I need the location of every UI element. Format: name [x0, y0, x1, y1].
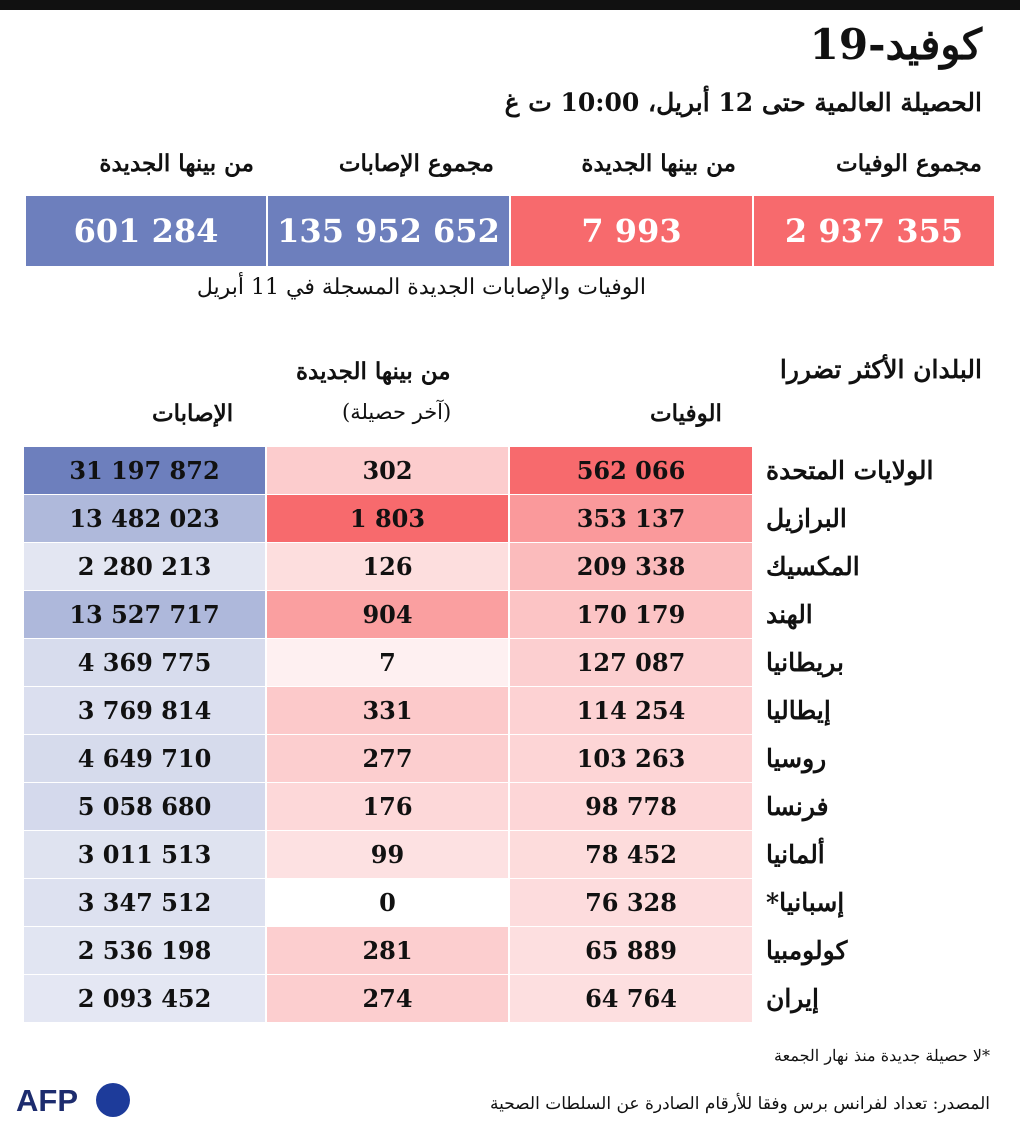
- cell-deaths: 76 328: [510, 879, 752, 926]
- cell-cases: 2 093 452: [24, 975, 265, 1022]
- table-row: [24, 495, 996, 543]
- cell-deaths: 78 452: [510, 831, 752, 878]
- cell-country: بريطانيا: [766, 648, 844, 677]
- cell-country: روسيا: [766, 744, 827, 773]
- cell-country: إيران: [766, 984, 820, 1013]
- countries-table: [24, 447, 996, 1023]
- cell-deaths: 64 764: [510, 975, 752, 1022]
- total-deaths-value: 2 937 355: [754, 196, 994, 266]
- afp-logo-dot: [96, 1083, 130, 1117]
- cell-new: 99: [267, 831, 508, 878]
- cell-new: 281: [267, 927, 508, 974]
- footnote: *لا حصيلة جديدة منذ نهار الجمعة: [774, 1046, 990, 1065]
- table-row: [24, 447, 996, 495]
- cell-cases: 31 197 872: [24, 447, 265, 494]
- source-line: المصدر: تعداد لفرانس برس وفقا للأرقام الصادرة عن السلطات الصحية: [489, 1094, 990, 1114]
- cell-cases: 2 280 213: [24, 543, 265, 590]
- new-deaths-value: 7 993: [511, 196, 752, 266]
- column-header-deaths: الوفيات: [650, 400, 722, 427]
- summary-note: الوفيات والإصابات الجديدة المسجلة في 11 أبريل: [196, 275, 646, 300]
- cell-cases: 4 649 710: [24, 735, 265, 782]
- new-cases-value: 601 284: [26, 196, 266, 266]
- cell-country: إيطاليا: [766, 696, 831, 725]
- cell-cases: 5 058 680: [24, 783, 265, 830]
- table-row: [24, 735, 996, 783]
- countries-table-title: البلدان الأكثر تضررا: [779, 355, 982, 384]
- cell-new: 7: [267, 639, 508, 686]
- table-row: [24, 639, 996, 687]
- cell-cases: 2 536 198: [24, 927, 265, 974]
- cell-country: كولومبيا: [766, 936, 848, 965]
- header-new-deaths: من بينها الجديدة: [581, 150, 736, 177]
- cell-cases: 3 011 513: [24, 831, 265, 878]
- header-total-cases: مجموع الإصابات: [338, 150, 494, 177]
- cell-new: 1 803: [267, 495, 508, 542]
- cell-country: الهند: [766, 600, 813, 629]
- page-subtitle: الحصيلة العالمية حتى 12 أبريل، 10:00 ت غ: [504, 88, 982, 117]
- column-header-new-sub: (آخر حصيلة): [342, 400, 452, 424]
- cell-new: 904: [267, 591, 508, 638]
- cell-deaths: 127 087: [510, 639, 752, 686]
- cell-deaths: 170 179: [510, 591, 752, 638]
- cell-deaths: 98 778: [510, 783, 752, 830]
- afp-logo-text: AFP: [16, 1083, 78, 1118]
- cell-new: 176: [267, 783, 508, 830]
- header-new-cases: من بينها الجديدة: [99, 150, 254, 177]
- cell-deaths: 65 889: [510, 927, 752, 974]
- table-row: [24, 783, 996, 831]
- table-row: [24, 687, 996, 735]
- cell-country: إسبانيا*: [766, 888, 845, 917]
- cell-new: 277: [267, 735, 508, 782]
- cell-country: الولايات المتحدة: [766, 456, 934, 485]
- afp-logo-icon: [16, 1080, 134, 1120]
- cell-deaths: 114 254: [510, 687, 752, 734]
- table-row: [24, 591, 996, 639]
- cell-new: 302: [267, 447, 508, 494]
- table-row: [24, 927, 996, 975]
- column-header-new: من بينها الجديدة: [296, 358, 451, 385]
- cell-cases: 4 369 775: [24, 639, 265, 686]
- cell-cases: 3 769 814: [24, 687, 265, 734]
- table-row: [24, 975, 996, 1023]
- cell-cases: 13 482 023: [24, 495, 265, 542]
- cell-cases: 13 527 717: [24, 591, 265, 638]
- table-row: [24, 831, 996, 879]
- cell-new: 331: [267, 687, 508, 734]
- table-row: [24, 543, 996, 591]
- cell-deaths: 209 338: [510, 543, 752, 590]
- cell-country: فرنسا: [766, 792, 829, 821]
- cell-country: المكسيك: [766, 552, 860, 581]
- cell-new: 126: [267, 543, 508, 590]
- header-total-deaths: مجموع الوفيات: [836, 150, 982, 177]
- cell-deaths: 103 263: [510, 735, 752, 782]
- cell-new: 274: [267, 975, 508, 1022]
- table-row: [24, 879, 996, 927]
- total-cases-value: 135 952 652: [268, 196, 509, 266]
- cell-deaths: 353 137: [510, 495, 752, 542]
- cell-deaths: 562 066: [510, 447, 752, 494]
- column-header-cases: الإصابات: [152, 400, 234, 427]
- top-rule: [0, 0, 1020, 10]
- page-title: كوفيد-19: [809, 20, 982, 69]
- cell-country: البرازيل: [766, 504, 847, 533]
- cell-country: ألمانيا: [766, 840, 825, 869]
- cell-new: 0: [267, 879, 508, 926]
- cell-cases: 3 347 512: [24, 879, 265, 926]
